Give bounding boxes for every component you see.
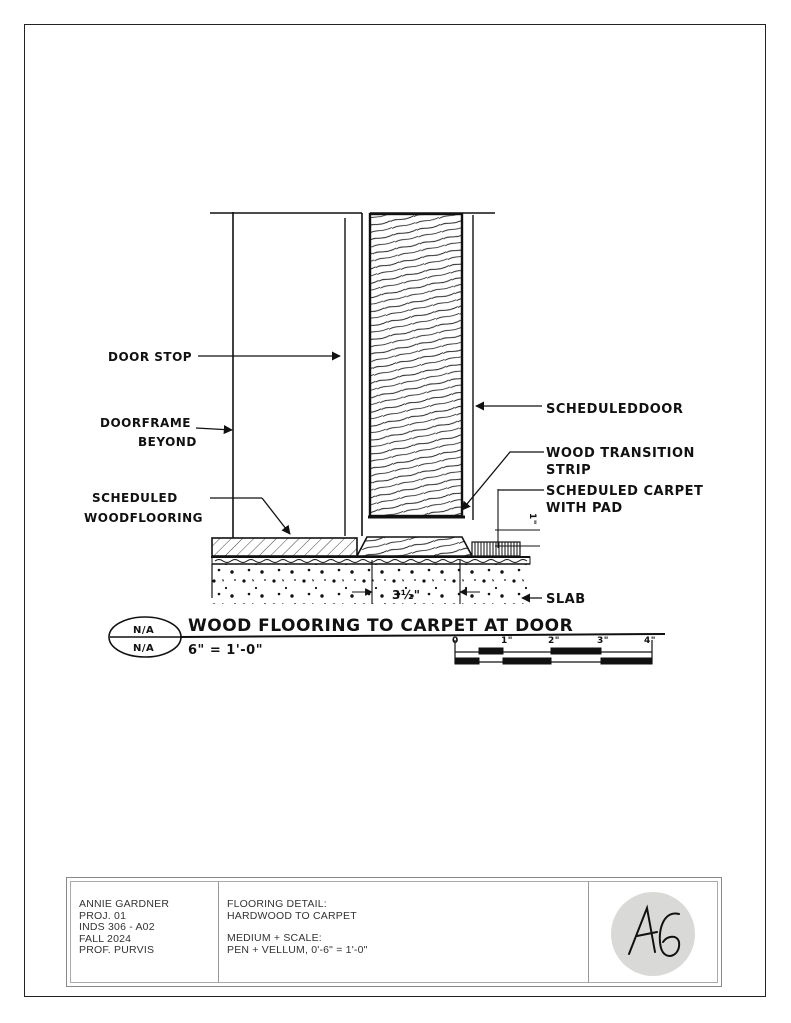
detail-scale-note: 6" = 1'-0" [188,643,264,658]
monogram-logo [611,892,695,976]
sheet-info [219,882,589,982]
project-number: PROJ. 01 [79,909,127,922]
student-info [71,882,219,982]
medium-value: PEN + VELLUM, 0'-6" = 1'-0" [227,943,368,956]
scale-tick-0: 0 [452,636,459,646]
label-carpet-pad: WITH PAD [546,501,623,516]
flooring-assembly [211,537,530,604]
label-scheduled: SCHEDULED [92,491,178,505]
monogram-cell [589,882,717,982]
professor: PROF. PURVIS [79,944,155,956]
scale-tick-2: 2" [548,636,560,646]
title-block [66,877,722,987]
label-door-stop: DOOR STOP [108,350,193,364]
semester: FALL 2024 [79,932,132,945]
monogram-ag-icon [611,892,695,976]
label-doorframe: DOORFRAME [100,416,191,430]
student-name: ANNIE GARDNER [79,898,170,910]
scheduled-door [368,214,465,517]
medium-heading: MEDIUM + SCALE: [227,932,322,944]
dimension-width-label: 3½" [392,588,421,602]
detail-heading: FLOORING DETAIL: [227,898,327,910]
scale-tick-4: 4" [644,636,656,646]
scale-tick-1: 1" [501,636,513,646]
label-doorframe-beyond: BEYOND [138,435,197,449]
detail-marker-bottom: N/A [133,643,155,654]
scale-tick-3: 3" [597,636,609,646]
course-code: INDS 306 - A02 [79,921,155,933]
dimension-height-label: 1" [527,513,537,525]
detail-marker-top: N/A [133,625,155,636]
label-wood-flooring: WOODFLOORING [84,511,204,525]
label-scheduled-door: SCHEDULEDDOOR [546,402,684,417]
label-wood-transition: WOOD TRANSITION [546,446,695,461]
label-scheduled-carpet: SCHEDULED CARPET [546,484,704,499]
detail-title: WOOD FLOORING TO CARPET AT DOOR [188,616,574,636]
label-wood-transition-strip: STRIP [546,463,592,478]
title-block-inner [70,881,718,983]
label-slab: SLAB [546,592,586,607]
detail-value: HARDWOOD TO CARPET [227,909,357,922]
